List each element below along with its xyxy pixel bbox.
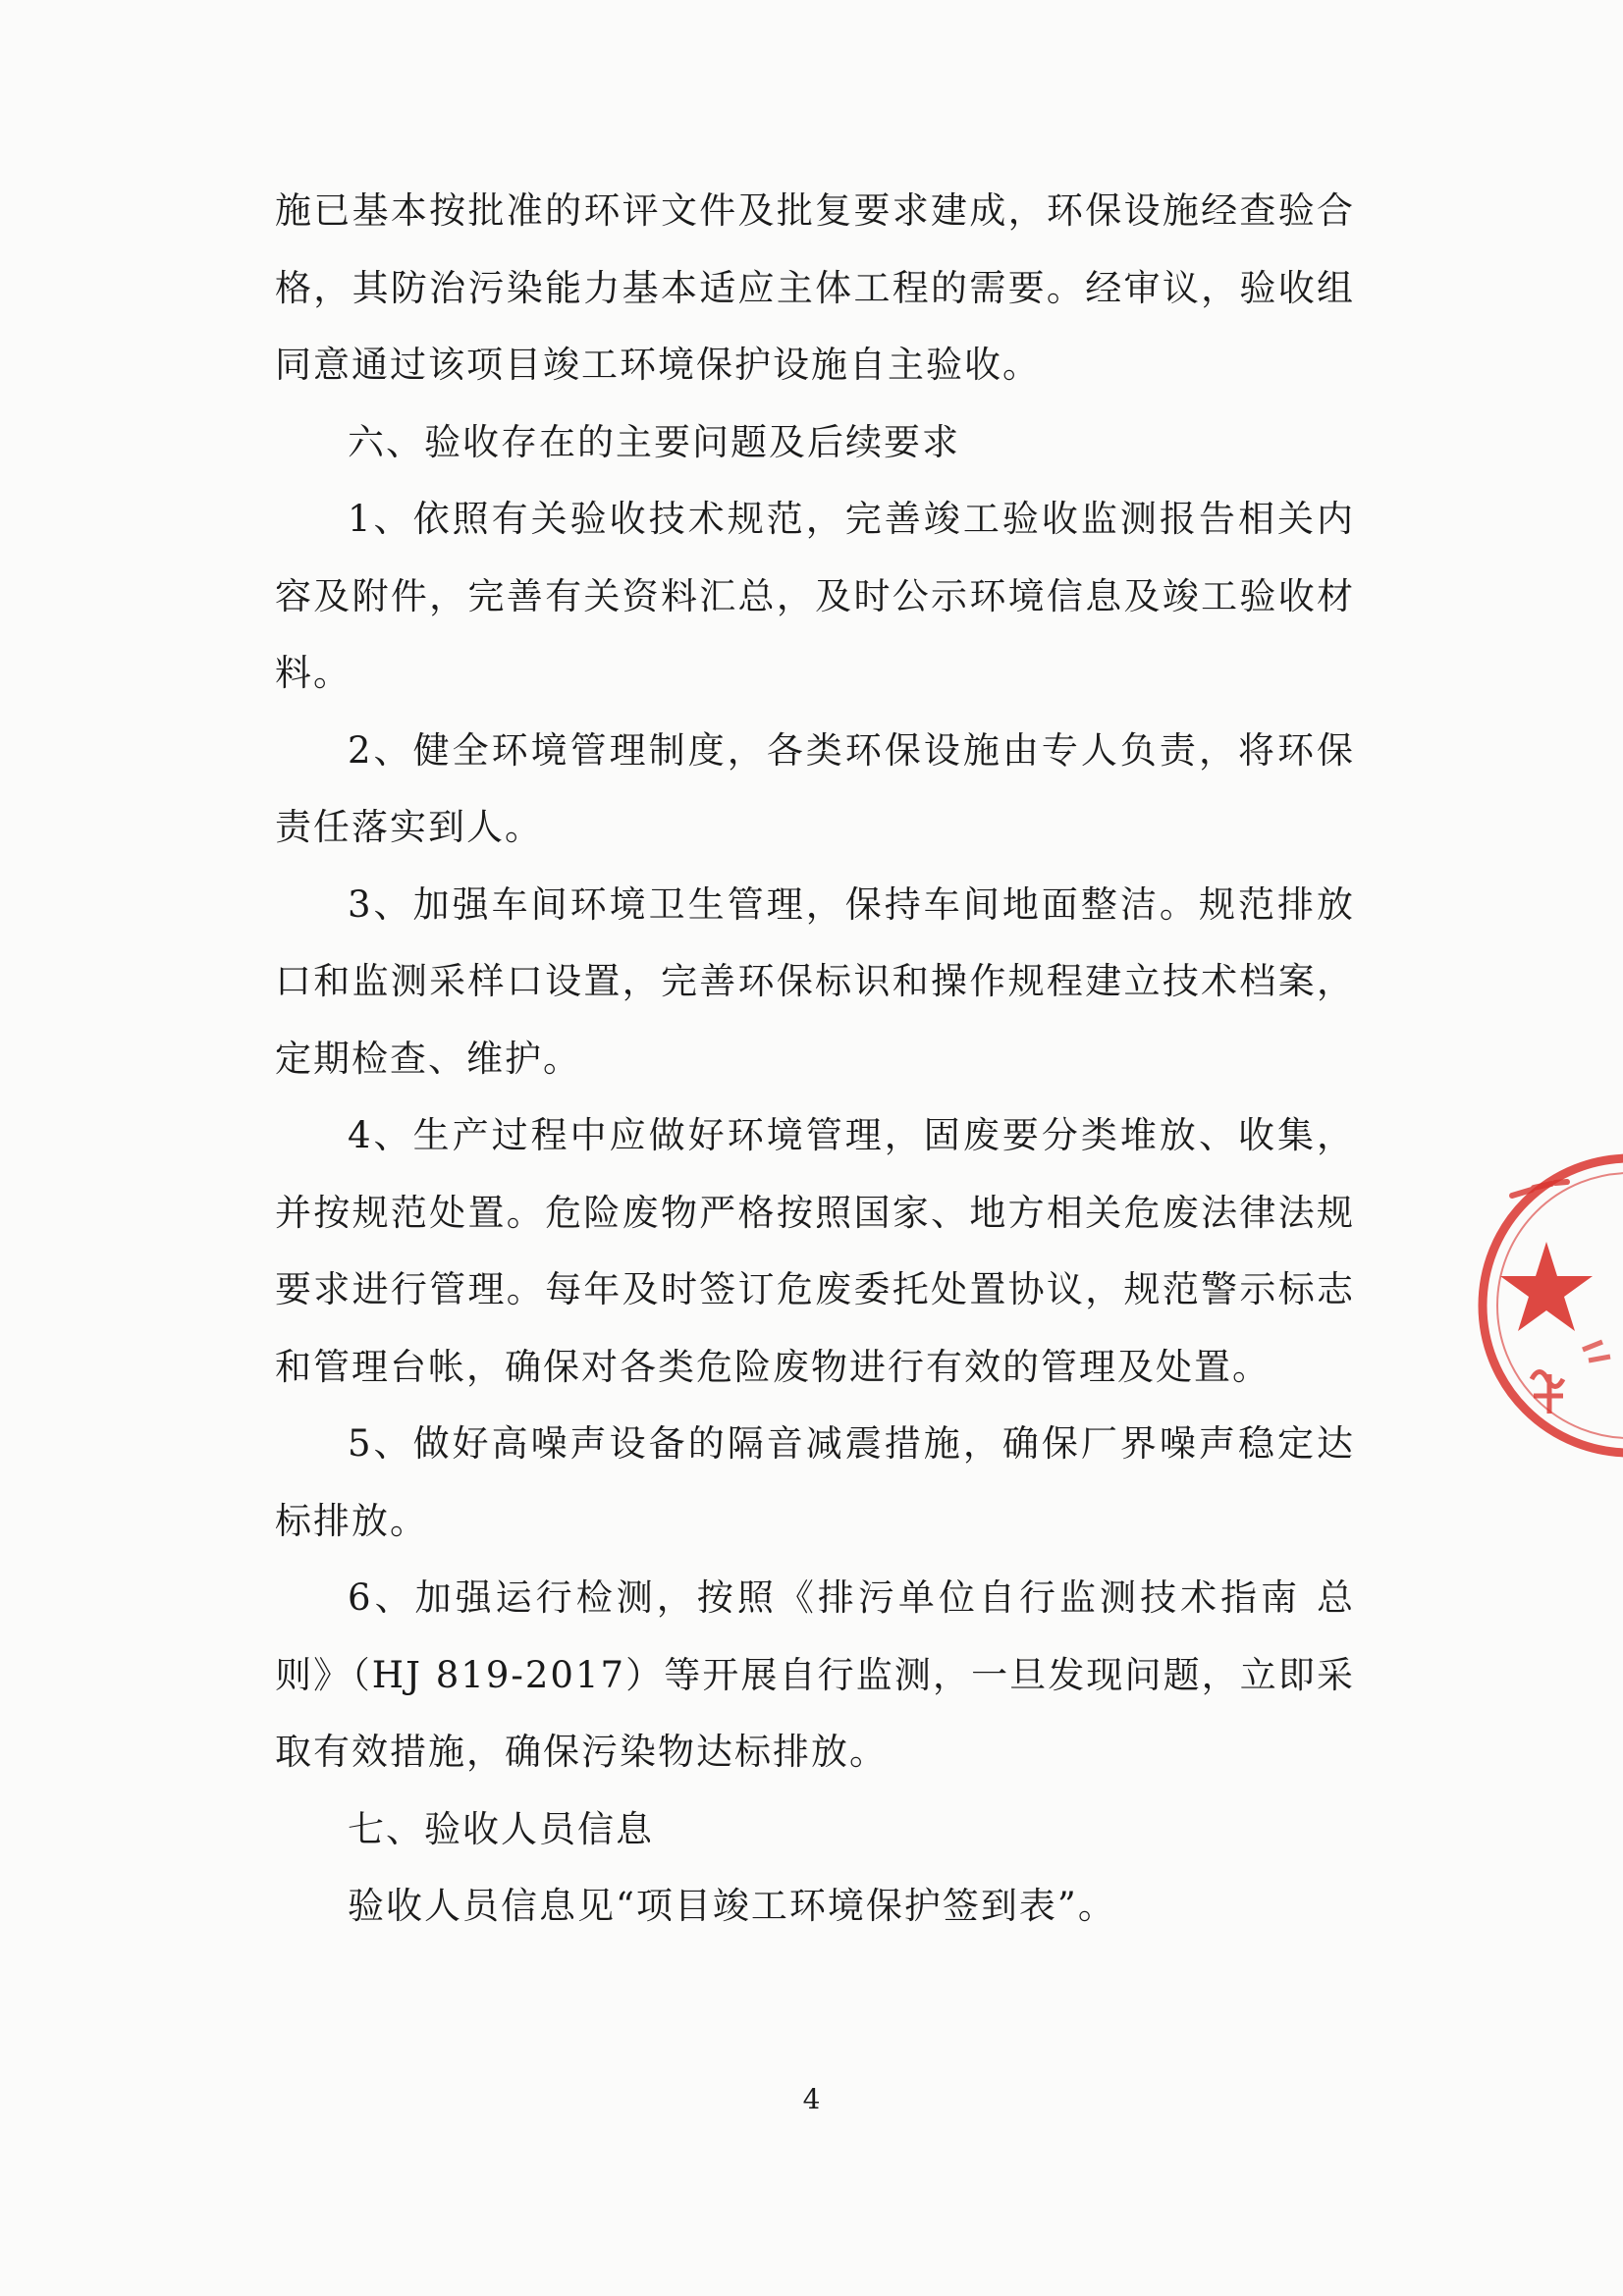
- page-number: 4: [802, 2083, 821, 2115]
- section-heading-6: 六、验收存在的主要问题及后续要求: [348, 420, 960, 463]
- requirement-item-5: 5、做好高噪声设备的隔音减震措施，确保厂界噪声稳定达标排放。: [275, 1422, 1355, 1542]
- requirement-item-2: 2、健全环境管理制度，各类环保设施由专人负责，将环保责任落实到人。: [275, 728, 1355, 848]
- requirement-item-3: 3、加强车间环境卫生管理，保持车间地面整洁。规范排放口和监测采样口设置，完善环保标识和操作规程建立技术档案，定期检查、维护。: [275, 882, 1355, 1080]
- document-body: [275, 173, 1355, 1946]
- red-seal-star-icon: [1473, 1139, 1623, 1472]
- red-seal-stamp: [1473, 1139, 1623, 1472]
- personnel-info: 验收人员信息见“项目竣工环境保护签到表”。: [348, 1885, 1116, 1927]
- section-heading-7: 七、验收人员信息: [348, 1807, 654, 1850]
- paragraph-continuation: 施已基本按批准的环评文件及批复要求建成，环保设施经查验合格，其防治污染能力基本适应主体工程的需要。经审议，验收组同意通过该项目竣工环境保护设施自主验收。: [275, 189, 1355, 386]
- requirement-item-6: 6、加强运行检测，按照《排污单位自行监测技术指南 总则》（HJ 819-2017）等开展自行监测，一旦发现问题，立即采取有效措施，确保污染物达标排放。: [275, 1576, 1355, 1773]
- requirement-item-4: 4、生产过程中应做好环境管理，固废要分类堆放、收集，并按规范处置。危险废物严格按照国家、地方相关危废法律法规要求进行管理。每年及时签订危废委托处置协议，规范警示标志和管理台帐，确保对各类危险废物进行有效的管理及处置。: [275, 1114, 1355, 1388]
- requirement-item-1: 1、依照有关验收技术规范，完善竣工验收监测报告相关内容及附件，完善有关资料汇总，及时公示环境信息及竣工验收材料。: [275, 498, 1355, 694]
